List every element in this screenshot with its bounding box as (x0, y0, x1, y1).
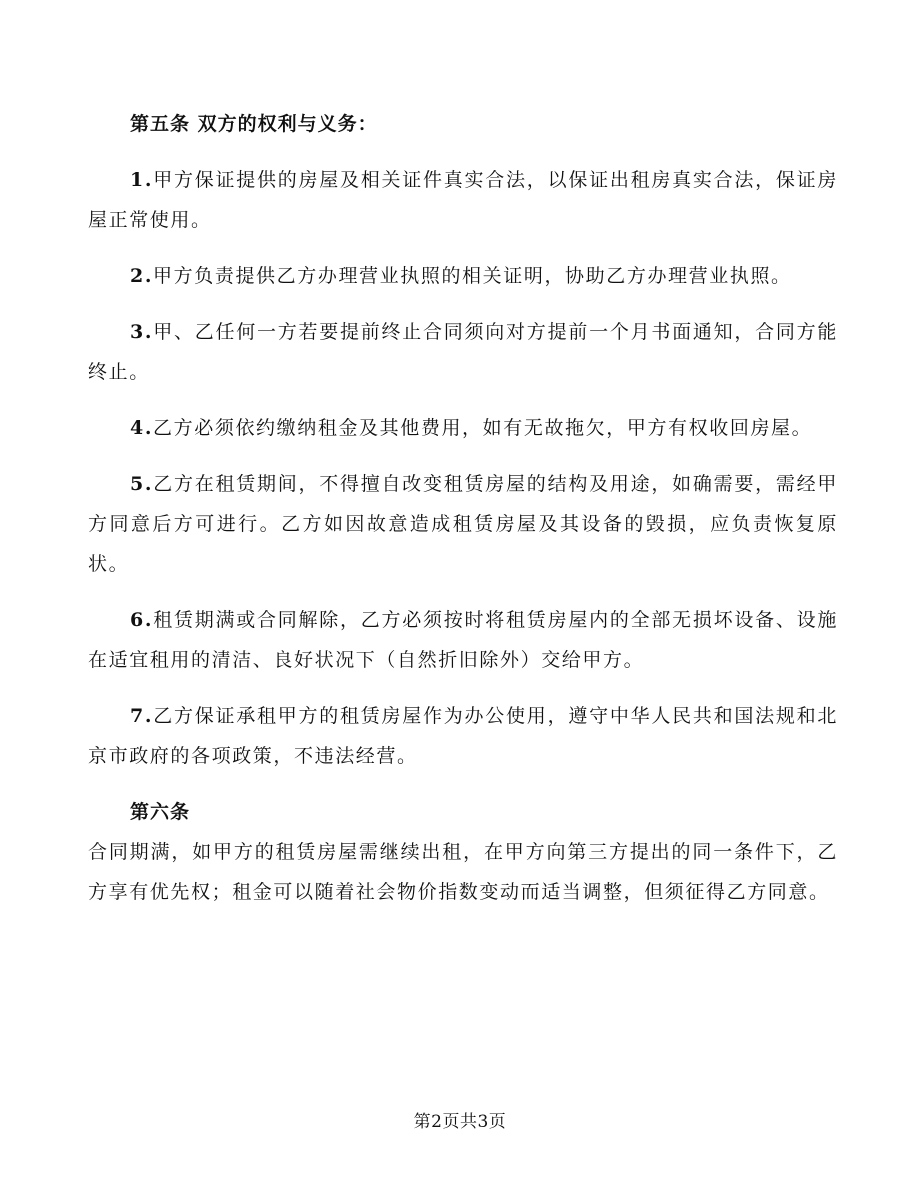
item-number: 6. (130, 609, 154, 631)
article-5-item-3 (88, 312, 838, 392)
article-5-item-6 (88, 600, 838, 680)
item-text: 乙方保证承租甲方的租赁房屋作为办公使用，遵守中华人民共和国法规和北京市政府的各项政策，不违法经营。 (88, 705, 838, 767)
item-text: 乙方在租赁期间，不得擅自改变租赁房屋的结构及用途，如确需要，需经甲方同意后方可进行。乙方如因故意造成租赁房屋及其设备的毁损，应负责恢复原状。 (88, 473, 838, 575)
article-5-item-4 (88, 408, 838, 448)
article-5-item-1 (88, 160, 838, 240)
item-number: 5. (130, 473, 154, 495)
item-text: 甲方负责提供乙方办理营业执照的相关证明，协助乙方办理营业执照。 (153, 265, 792, 287)
item-number: 4. (130, 417, 154, 439)
article-5-item-7 (88, 696, 838, 776)
item-text: 乙方必须依约缴纳租金及其他费用，如有无故拖欠，甲方有权收回房屋。 (153, 417, 813, 439)
item-text: 甲方保证提供的房屋及相关证件真实合法，以保证出租房真实合法，保证房屋正常使用。 (88, 169, 838, 231)
article-6-heading: 第六条 (130, 801, 191, 823)
item-number: 3. (130, 321, 154, 343)
item-text: 租赁期满或合同解除，乙方必须按时将租赁房屋内的全部无损坏设备、设施在适宜租用的清洁、良好状况下（自然折旧除外）交给甲方。 (88, 609, 838, 671)
item-number: 2. (130, 265, 154, 287)
article-5-heading: 第五条 双方的权利与义务： (130, 113, 378, 135)
item-number: 1. (130, 169, 154, 191)
article-5-item-5 (88, 464, 838, 584)
item-text: 甲、乙任何一方若要提前终止合同须向对方提前一个月书面通知，合同方能终止。 (88, 321, 838, 383)
page-number-footer: 第2页共3页 (413, 1112, 507, 1132)
article-6-text: 合同期满，如甲方的租赁房屋需继续出租，在甲方向第三方提出的同一条件下，乙方享有优先权；租金可以随着社会物价指数变动而适当调整，但须征得乙方同意。 (88, 841, 838, 903)
document-body (88, 104, 838, 912)
item-number: 7. (130, 705, 154, 727)
article-5-item-2 (88, 256, 838, 296)
